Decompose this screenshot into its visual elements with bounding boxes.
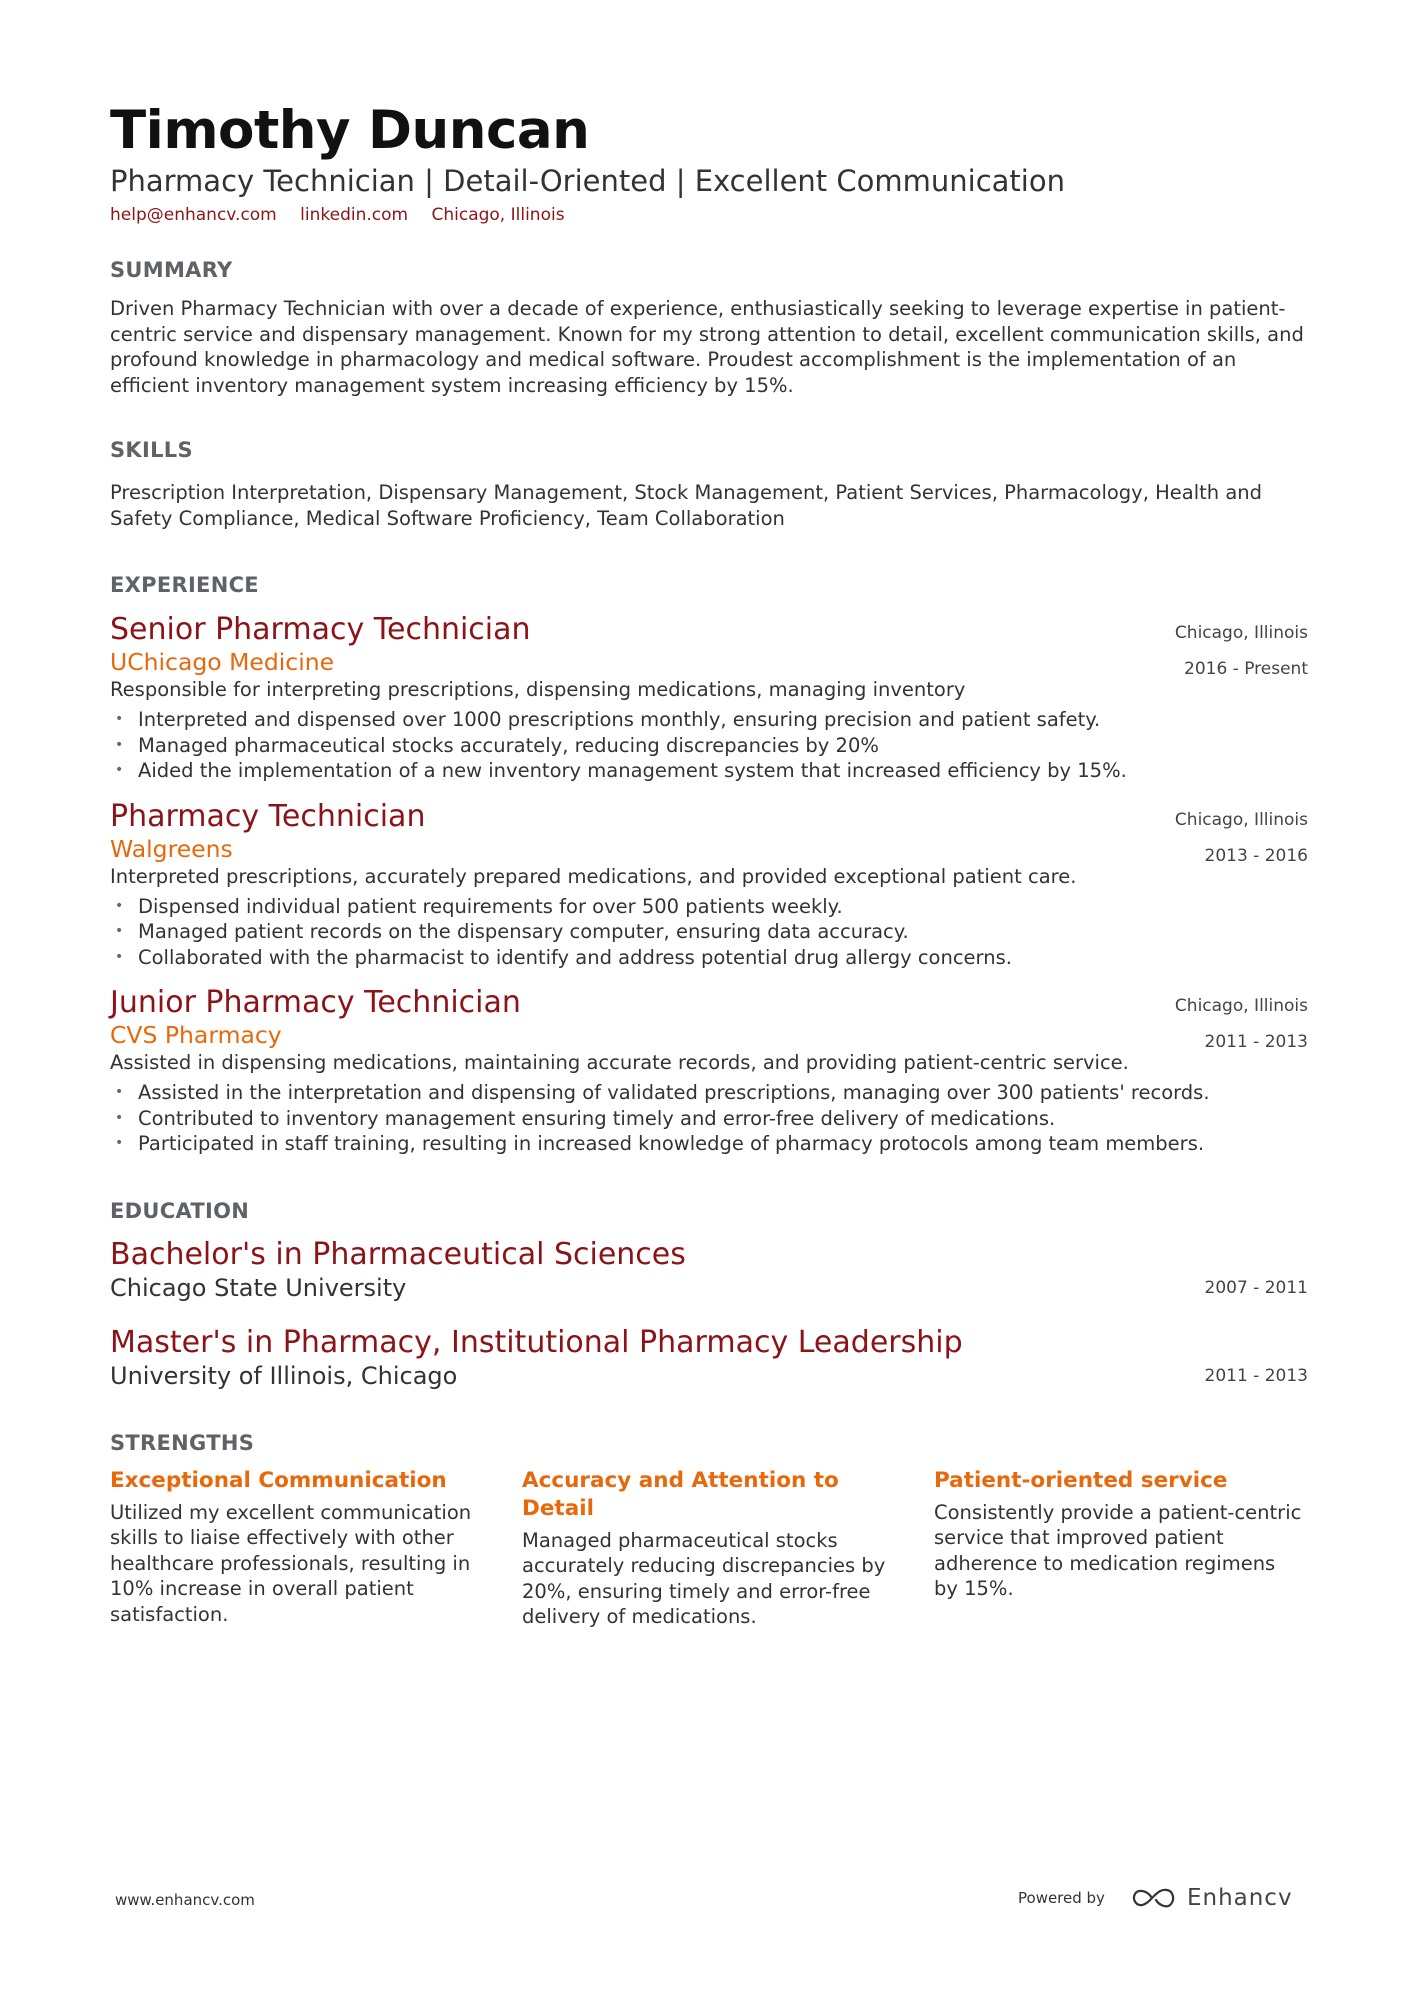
skills-heading: SKILLS [110,438,193,462]
job-title: Junior Pharmacy Technician [110,985,521,1020]
experience-list [110,613,1308,1157]
skills-text: Prescription Interpretation, Dispensary Management, Stock Management, Patient Services, Pharmacology, Health and Safety Compliance, Medical Software Proficiency, Team Collaboration [110,481,1263,530]
strength-title: Patient-oriented service [934,1467,1228,1493]
job-bullet: • Contributed to inventory management ensuring timely and error-free delivery of medications. [115,1106,1056,1130]
job-meta [1175,988,1308,1060]
job-bullet: • Participated in staff training, resulting in increased knowledge of pharmacy protocols among team members. [115,1132,1205,1155]
company-name: Walgreens [110,834,233,863]
job-title: Pharmacy Technician [110,798,426,834]
degree-title: Bachelor's in Pharmaceutical Sciences [110,1236,686,1272]
linkedin-link[interactable]: linkedin.com [300,205,409,225]
job-entry [110,986,1308,1157]
job-description: Interpreted prescriptions, accurately prepared medications, and provided exceptional patient care. [110,864,1077,888]
bullet-dot-icon: • [115,762,124,778]
job-meta [1175,615,1308,687]
strengths-grid [110,1467,1308,1630]
strength-item [934,1467,1304,1630]
job-meta [1175,802,1308,874]
job-bullets [110,894,1308,971]
powered-by-label: Powered by [1018,1889,1105,1907]
job-location: Chicago, Illinois [1174,623,1308,643]
candidate-name: Timothy Duncan [110,100,590,161]
job-bullet: • Interpreted and dispensed over 1000 prescriptions monthly, ensuring precision and patient safety. [115,708,1101,731]
education-entry [110,1237,1308,1303]
experience-heading: EXPERIENCE [110,573,259,597]
bullet-dot-icon: • [115,923,124,939]
summary-text: Driven Pharmacy Technician with over a decade of experience, enthusiastically seeking to leverage expertise in patient-centric service and dispensary management. Known for my strong attention to detail, excellent communication skills, and profound knowledge in pharmacology and medical software. Proudest accomplishment is the implementation of an efficient inventory management system increasing efficiency by 15%. [110,297,1304,397]
footer-website-link[interactable]: www.enhancv.com [115,1891,255,1909]
location-text: Chicago, Illinois [431,205,565,225]
job-dates: 2011 - 2013 [1204,1032,1308,1052]
job-bullet: • Managed pharmaceutical stocks accurately, reducing discrepancies by 20% [115,733,879,757]
resume-page [110,100,1308,1630]
school-name: Chicago State University [110,1273,407,1302]
education-dates: 2011 - 2013 [1204,1365,1308,1386]
candidate-headline: Pharmacy Technician | Detail-Oriented | Excellent Communication [110,164,1065,198]
footer-branding[interactable] [1018,1878,1308,1918]
job-description: Responsible for interpreting prescriptions, dispensing medications, managing inventory [110,678,966,701]
job-bullet: • Managed patient records on the dispensary computer, ensuring data accuracy. [115,920,909,943]
strength-item [522,1467,892,1630]
contact-line [110,204,1308,226]
bullet-dot-icon: • [115,736,124,753]
resume-header [110,100,1308,226]
job-location: Chicago, Illinois [1174,996,1308,1016]
enhancv-logo-icon [1131,1885,1177,1911]
school-name: University of Illinois, Chicago [110,1361,458,1390]
education-list [110,1237,1308,1391]
strength-text: Consistently provide a patient-centric service that improved patient adherence to medication regimens by 15%. [934,1500,1302,1600]
bullet-dot-icon: • [115,1084,124,1100]
bullet-dot-icon: • [115,711,124,727]
job-dates: 2013 - 2016 [1204,845,1308,866]
job-title: Senior Pharmacy Technician [110,612,531,647]
summary-heading: SUMMARY [110,258,233,282]
strength-title: Accuracy and Attention to Detail [522,1467,839,1521]
education-entry [110,1325,1308,1391]
strength-text: Managed pharmaceutical stocks accurately reducing discrepancies by 20%, ensuring timely and error-free delivery of medications. [522,1528,886,1628]
degree-title: Master's in Pharmacy, Institutional Pharmacy Leadership [110,1324,963,1360]
job-description: Assisted in dispensing medications, maintaining accurate records, and providing patient-centric service. [110,1051,1129,1074]
strengths-heading: STRENGTHS [110,1430,255,1455]
enhancv-wordmark: Enhancv [1186,1885,1293,1911]
company-name: CVS Pharmacy [110,1021,282,1049]
company-name: UChicago Medicine [110,648,335,676]
education-dates: 2007 - 2011 [1204,1277,1308,1298]
job-bullet: • Collaborated with the pharmacist to identify and address potential drug allergy concerns. [115,945,1012,969]
job-bullet: • Aided the implementation of a new inventory management system that increased efficiency by 15%. [115,759,1127,782]
education-heading: EDUCATION [110,1198,250,1223]
bullet-dot-icon: • [115,948,124,965]
job-dates: 2016 - Present [1184,659,1308,679]
job-bullet: • Dispensed individual patient requirements for over 500 patients weekly. [115,894,843,918]
job-entry [110,613,1308,784]
strength-text: Utilized my excellent communication skills to liaise effectively with other healthcare professionals, resulting in 10% increase in overall patient satisfaction. [110,1500,472,1626]
job-bullet: • Assisted in the interpretation and dispensing of validated prescriptions, managing over 300 patients' records. [115,1081,1210,1104]
email-link[interactable]: help@enhancv.com [110,205,277,225]
job-bullets [110,707,1308,784]
strength-item [110,1467,480,1630]
job-location: Chicago, Illinois [1174,809,1308,830]
job-bullets [110,1080,1308,1157]
bullet-dot-icon: • [115,897,124,914]
strength-title: Exceptional Communication [110,1467,447,1493]
bullet-dot-icon: • [115,1135,124,1151]
job-entry [110,800,1308,971]
bullet-dot-icon: • [115,1109,124,1126]
